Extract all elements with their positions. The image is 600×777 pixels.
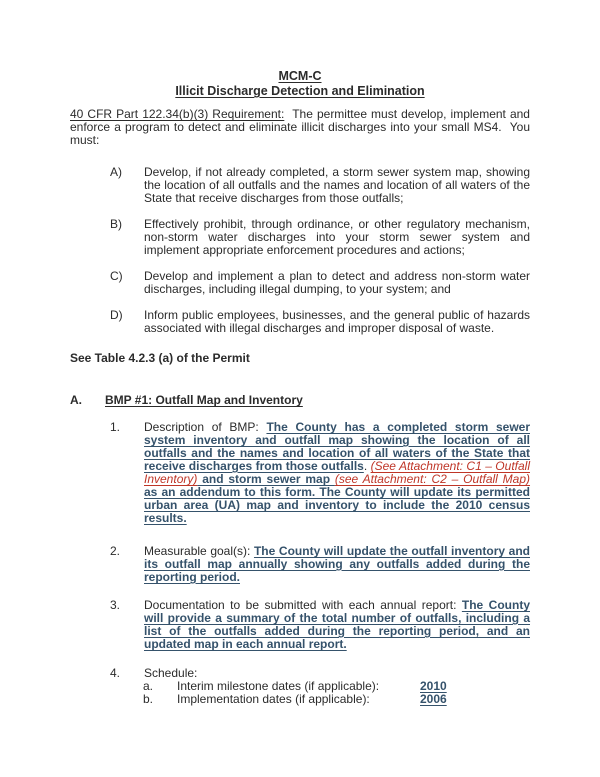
cfr-requirement-intro: The permittee must develop, implement and enforce a program to detect and eliminate illicit discharges into your small MS4. You must: — [70, 107, 530, 147]
measurable-goals-filled-text: The County will update the outfall inventory and its outfall map annually showing any outfalls added during the reporting period. — [144, 544, 530, 584]
requirement-item-c-text: Develop and implement a plan to detect and address non-storm water discharges, including illegal dumping, to your system; and — [144, 269, 530, 296]
document-title-block — [70, 69, 530, 99]
description-filled-text-3: as an addendum to this form. The County will update its permitted urban area (UA) map and inventory to include the 2010 census results. — [144, 485, 530, 525]
implementation-dates-value: 2006 — [420, 692, 447, 706]
description-punctuation: . — [363, 459, 371, 473]
interim-milestone-label: Interim milestone dates (if applicable): — [177, 679, 380, 693]
requirement-item-d — [110, 309, 530, 335]
list-label: B) — [110, 217, 122, 231]
list-label: 4. — [110, 666, 121, 680]
documentation-filled-text: The County will provide a summary of the total number of outfalls, including a list of the outfalls added during the reporting period, and an updated map in each annual report. — [144, 598, 530, 651]
measurable-goals-text — [144, 545, 530, 584]
list-label: a. — [143, 679, 154, 693]
see-table-note: See Table 4.2.3 (a) of the Permit — [70, 351, 250, 365]
bmp-item-measurable-goals — [110, 545, 530, 584]
bmp-item-description — [110, 421, 530, 525]
list-label: b. — [143, 692, 154, 706]
description-label: Description of BMP: — [144, 420, 267, 434]
bmp-section-label: A. — [70, 393, 82, 407]
bmp-description-text — [144, 421, 530, 525]
list-label: 1. — [110, 420, 121, 434]
bmp-section-title: BMP #1: Outfall Map and Inventory — [105, 393, 303, 407]
requirement-item-b-text: Effectively prohibit, through ordinance, or other regulatory mechanism, non-storm water discharges into your storm sewer system and implement appropriate enforcement procedures and actions; — [144, 217, 530, 257]
requirement-item-a-text: Develop, if not already completed, a storm sewer system map, showing the location of all outfalls and the names and location of all waters of the State that receive discharges from those outfalls; — [144, 165, 530, 205]
requirement-item-a — [110, 166, 530, 205]
interim-milestone-value: 2010 — [420, 679, 447, 693]
documentation-label: Documentation to be submitted with each annual report: — [144, 598, 462, 612]
document-title-code: MCM-C — [278, 69, 322, 83]
documentation-text — [144, 599, 530, 651]
description-filled-text: The County has a completed storm sewer system inventory and outfall map showing the location of all outfalls and the names and location of all waters of the State that receive discharges from those outfalls — [144, 420, 530, 473]
list-label: C) — [110, 269, 123, 283]
list-label: D) — [110, 308, 123, 322]
list-label: 3. — [110, 598, 121, 612]
list-label: 2. — [110, 544, 121, 558]
list-label: A) — [110, 165, 122, 179]
description-filled-text-2: and storm sewer map — [197, 472, 335, 486]
requirement-item-c — [110, 270, 530, 296]
implementation-dates-label: Implementation dates (if applicable): — [177, 692, 370, 706]
attachment-ref-c1: (See Attachment: C1 – Outfall Inventory) — [144, 459, 530, 486]
schedule-item-implementation — [143, 693, 530, 706]
bmp-item-documentation — [110, 599, 530, 651]
cfr-requirement-label: 40 CFR Part 122.34(b)(3) Requirement: — [70, 107, 285, 121]
cfr-requirement-paragraph — [70, 108, 530, 147]
measurable-goals-label: Measurable goal(s): — [144, 544, 254, 558]
document-title-name: Illicit Discharge Detection and Elimination — [175, 84, 425, 98]
requirement-item-b — [110, 218, 530, 257]
schedule-label: Schedule: — [144, 666, 198, 680]
requirement-item-d-text: Inform public employees, businesses, and the general public of hazards associated with illegal discharges and improper disposal of waste. — [144, 308, 530, 335]
attachment-ref-c2: (see Attachment: C2 – Outfall Map) — [334, 472, 531, 486]
bmp-section-heading — [70, 394, 530, 407]
